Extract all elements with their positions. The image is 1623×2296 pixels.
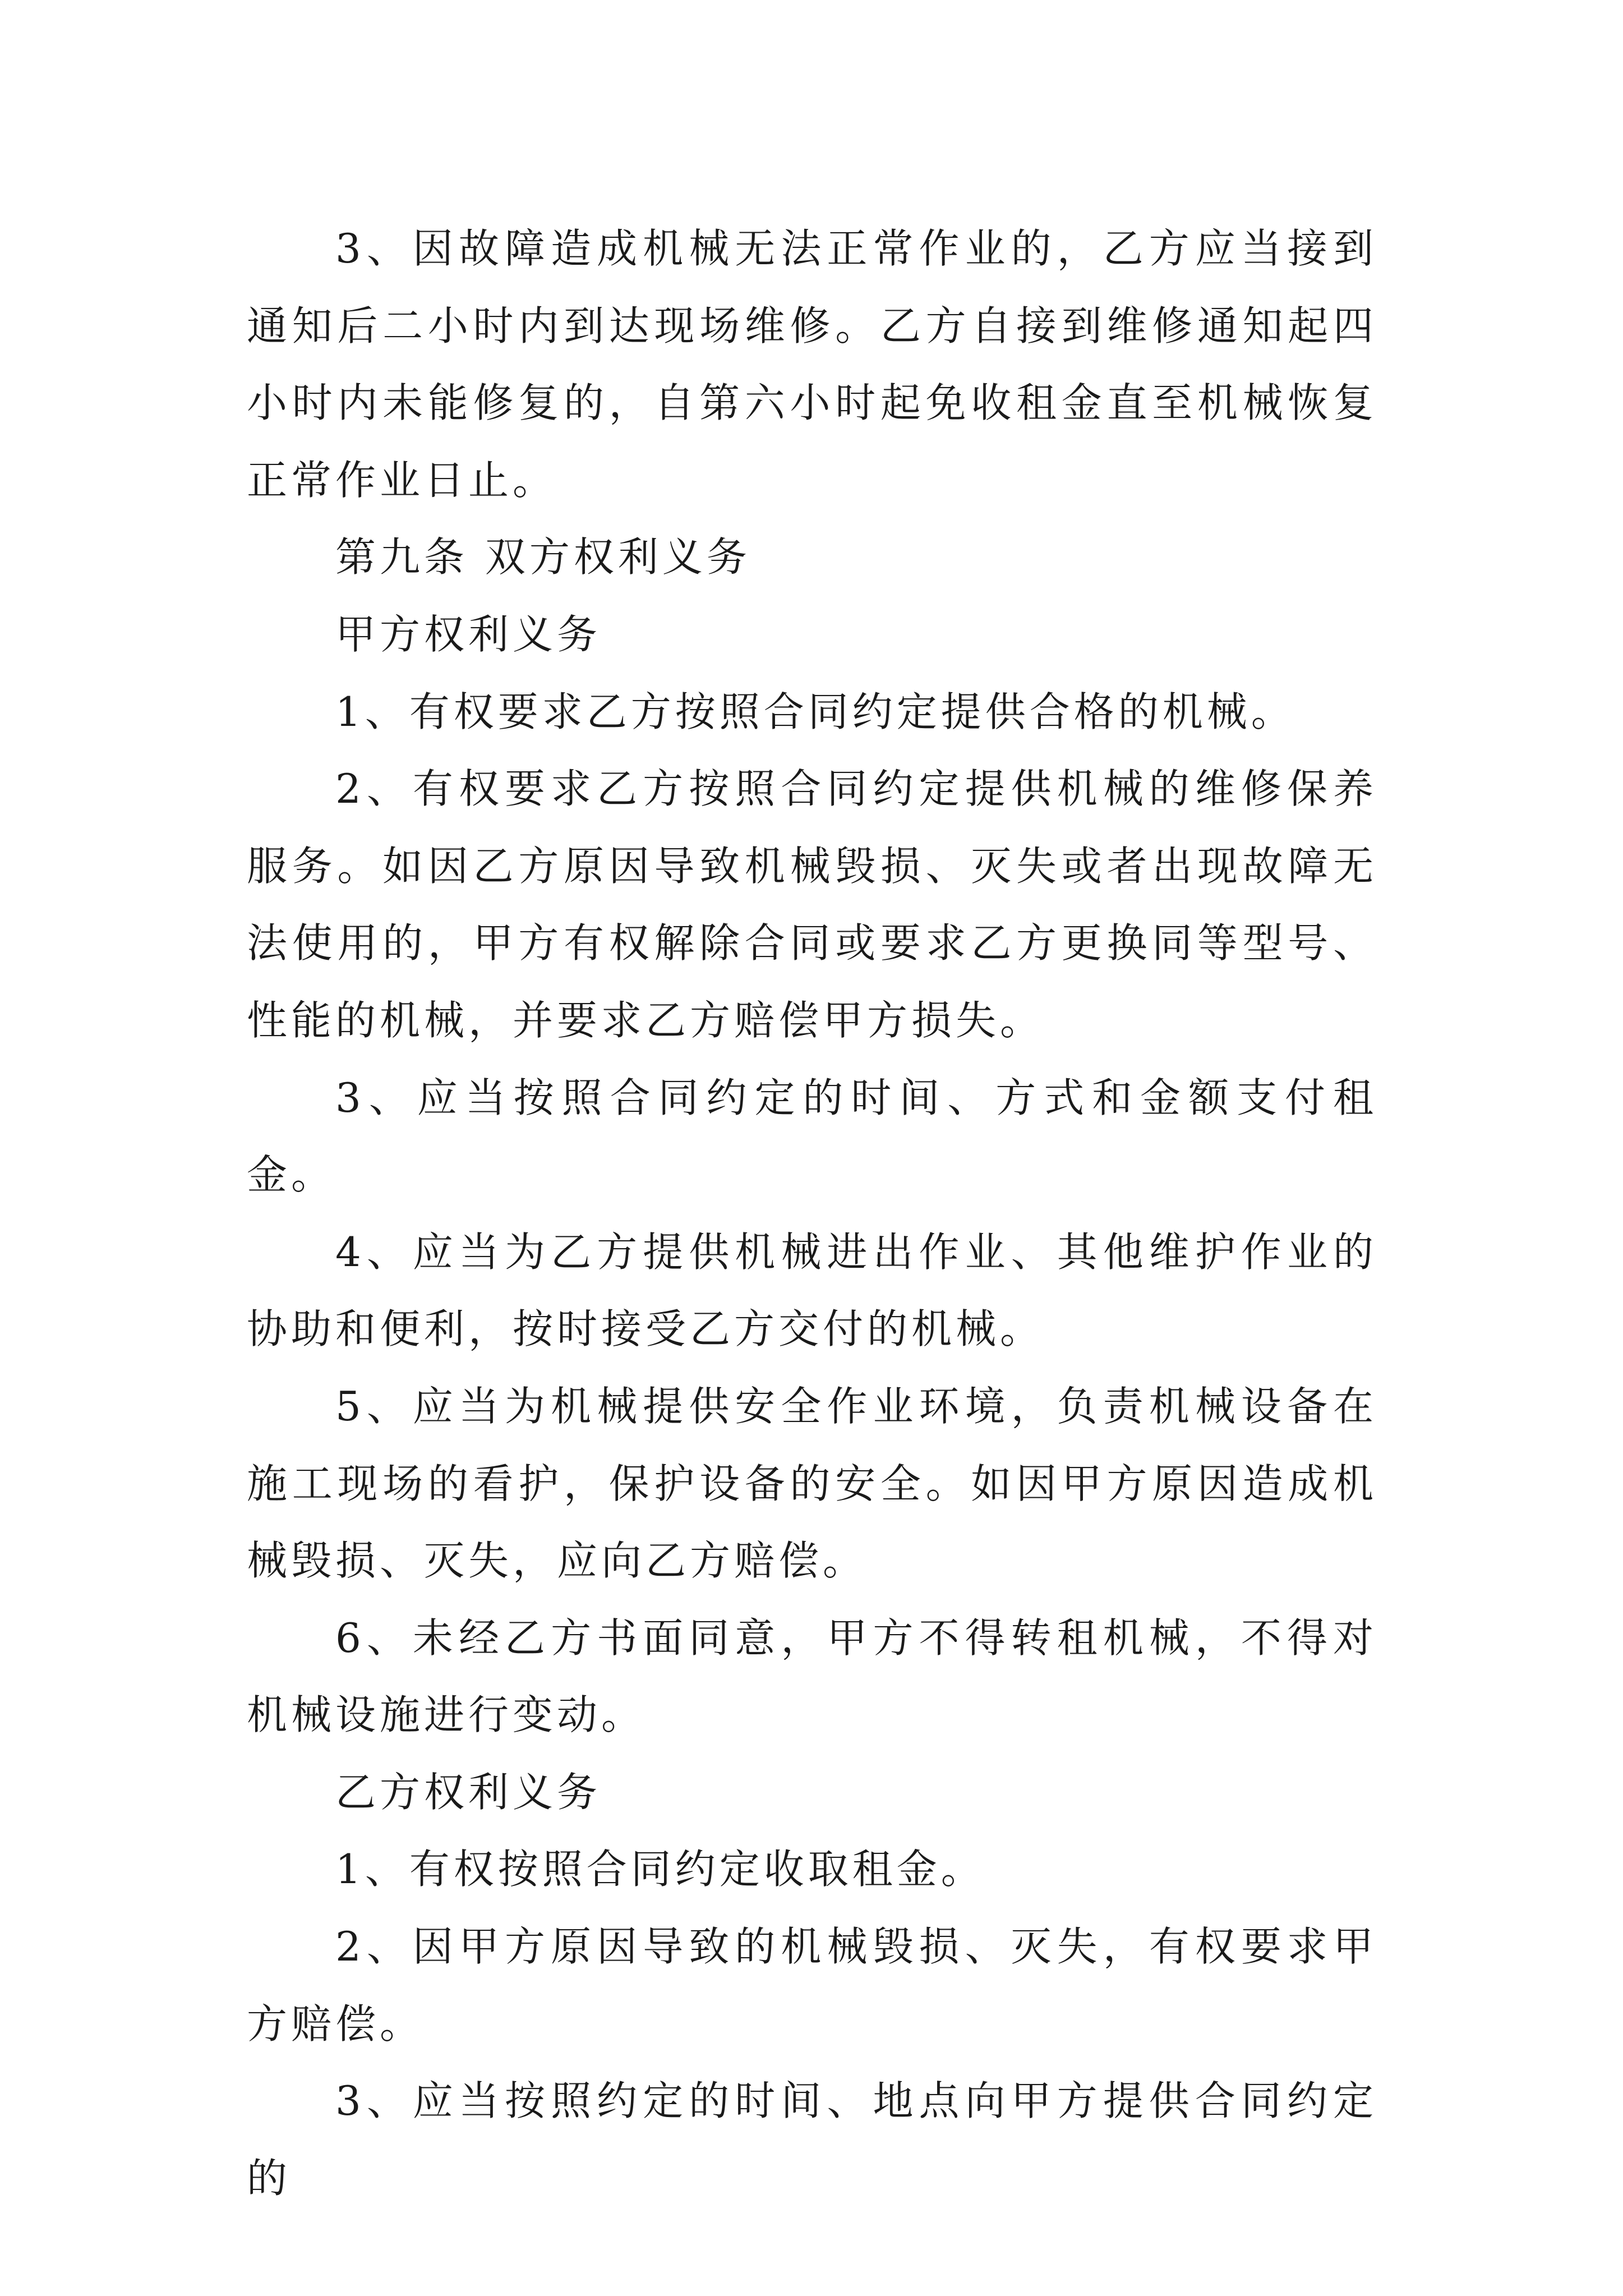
party-a-item-6: 6、未经乙方书面同意，甲方不得转租机械，不得对机械设施进行变动。 xyxy=(247,1614,1377,1739)
party-b-item-2: 2、因甲方原因导致的机械毁损、灭失，有权要求甲方赔偿。 xyxy=(247,1923,1377,2047)
party-b-item-3: 3、应当按照约定的时间、地点向甲方提供合同约定的 xyxy=(247,2077,1377,2202)
paragraph-repair-clause: 3、因故障造成机械无法正常作业的，乙方应当接到通知后二小时内到达现场维修。乙方自接到维修通知起四小时内未能修复的，自第六小时起免收租金直至机械恢复正常作业日止。 xyxy=(247,225,1377,504)
article-nine-heading: 第九条 双方权利义务 xyxy=(335,533,751,581)
party-a-item-1: 1、有权要求乙方按照合同约定提供合格的机械。 xyxy=(335,688,1295,735)
party-a-item-4: 4、应当为乙方提供机械进出作业、其他维护作业的协助和便利，按时接受乙方交付的机械。 xyxy=(247,1228,1377,1353)
party-a-item-5: 5、应当为机械提供安全作业环境，负责机械设备在施工现场的看护，保护设备的安全。如因甲方原因造成机械毁损、灭失，应向乙方赔偿。 xyxy=(247,1382,1377,1585)
party-a-item-3: 3、应当按照合同约定的时间、方式和金额支付租金。 xyxy=(247,1074,1377,1199)
document-body xyxy=(247,210,1377,2217)
party-a-heading: 甲方权利义务 xyxy=(335,610,602,658)
party-b-heading: 乙方权利义务 xyxy=(335,1768,602,1816)
party-a-item-2: 2、有权要求乙方按照合同约定提供机械的维修保养服务。如因乙方原因导致机械毁损、灭失或者出现故障无法使用的，甲方有权解除合同或要求乙方更换同等型号、性能的机械，并要求乙方赔偿甲方损失。 xyxy=(247,765,1377,1044)
party-b-item-1: 1、有权按照合同约定收取租金。 xyxy=(335,1846,985,1893)
